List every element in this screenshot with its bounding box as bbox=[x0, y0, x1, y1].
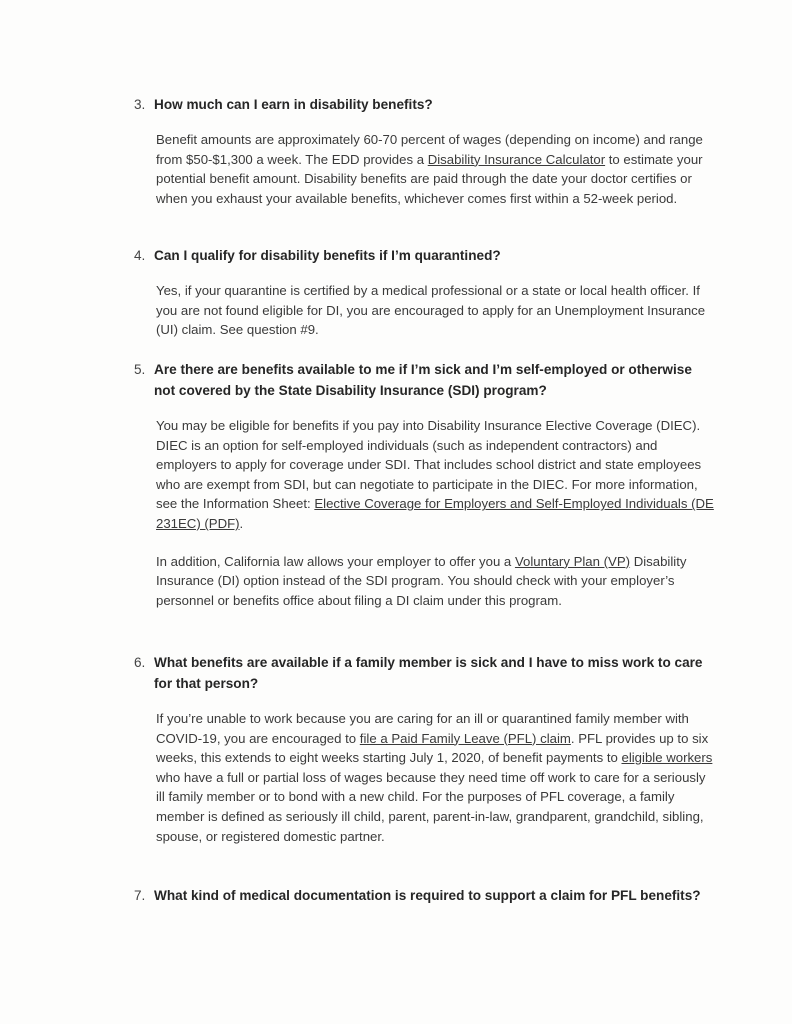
question-number: 5. bbox=[134, 362, 146, 377]
faq-answer-6 bbox=[156, 709, 714, 846]
question-number: 4. bbox=[134, 248, 146, 263]
faq-item-6 bbox=[134, 652, 714, 846]
answer-text: You may be eligible for benefits if you pay into Disability Insurance Elective Coverage (DIEC). DIEC is an option for self-employed individuals (such as independent contractors) and employers to apply for coverage under SDI. That includes school district and state employees who are exempt from SDI, but can negotiate to participate in the DIEC. For more information, see the Information Sheet: bbox=[156, 418, 702, 512]
question-text: Are there are benefits available to me if I’m sick and I’m self-employed or otherwise not covered by the State Disability Insurance (SDI) program? bbox=[154, 362, 692, 398]
question-text: What benefits are available if a family member is sick and I have to miss work to care for that person? bbox=[154, 655, 703, 691]
elective-coverage-info-sheet-link[interactable]: Elective Coverage for Employers and Self-Employed Individuals (DE 231EC) (PDF) bbox=[156, 496, 714, 531]
faq-question-6 bbox=[134, 652, 714, 694]
answer-text: Benefit amounts are approximately 60-70 percent of wages (depending on income) and range from $50-$1,300 a week. The EDD provides a bbox=[156, 132, 703, 167]
faq-answer-3 bbox=[156, 130, 714, 208]
answer-text: . PFL provides up to six weeks, this extends to eight weeks starting July 1, 2020, of benefit payments to bbox=[156, 730, 709, 766]
faq-answer-4: Yes, if your quarantine is certified by a medical professional or a state or local health officer. If you are not found eligible for DI, you are encouraged to apply for an Unemployment Insurance (UI) claim. See question #9. bbox=[156, 283, 706, 338]
answer-paragraph-2 bbox=[156, 552, 714, 611]
faq-question-5 bbox=[134, 359, 714, 401]
question-number: 7. bbox=[134, 888, 146, 903]
faq-question-3 bbox=[134, 94, 714, 115]
question-number: 6. bbox=[134, 655, 146, 670]
question-text: What kind of medical documentation is required to support a claim for PFL benefits? bbox=[154, 888, 701, 903]
answer-text: Disability Insurance (DI) option instead of the SDI program. You should check with your employer’s personnel or benefits office about filing a DI claim under this program. bbox=[156, 553, 687, 608]
faq-item-3 bbox=[134, 94, 714, 208]
disability-calculator-link[interactable]: Disability Insurance Calculator bbox=[427, 151, 606, 167]
faq-item-5 bbox=[134, 359, 714, 610]
question-text: How much can I earn in disability benefits? bbox=[154, 97, 433, 112]
voluntary-plan-link[interactable]: Voluntary Plan (VP) bbox=[514, 553, 631, 569]
faq-question-4 bbox=[134, 245, 714, 266]
question-text: Can I qualify for disability benefits if I’m quarantined? bbox=[154, 248, 501, 263]
answer-text: In addition, California law allows your employer to offer you a bbox=[156, 553, 515, 569]
eligible-workers-link[interactable]: eligible workers bbox=[621, 750, 713, 766]
answer-text: to estimate your potential benefit amount. Disability benefits are paid through the date your doctor certifies or when you exhaust your available benefits, whichever comes first within a 52-week period. bbox=[156, 151, 703, 206]
faq-question-7 bbox=[134, 885, 714, 906]
answer-text: . bbox=[239, 515, 244, 531]
faq-item-4 bbox=[134, 245, 714, 340]
answer-text: If you’re unable to work because you are caring for an ill or quarantined family member with COVID-19, you are encouraged to bbox=[156, 711, 689, 746]
faq-item-7 bbox=[134, 885, 714, 906]
question-number: 3. bbox=[134, 97, 146, 112]
answer-text: who have a full or partial loss of wages because they need time off work to care for a seriously ill family member or to bond with a new child. For the purposes of PFL coverage, a family member is defined as seriously ill child, parent, parent-in-law, grandparent, grandchild, sibling, spouse, or registered domestic partner. bbox=[156, 769, 706, 844]
faq-answer-5 bbox=[156, 416, 714, 610]
file-pfl-claim-link[interactable]: file a Paid Family Leave (PFL) claim bbox=[359, 730, 571, 746]
